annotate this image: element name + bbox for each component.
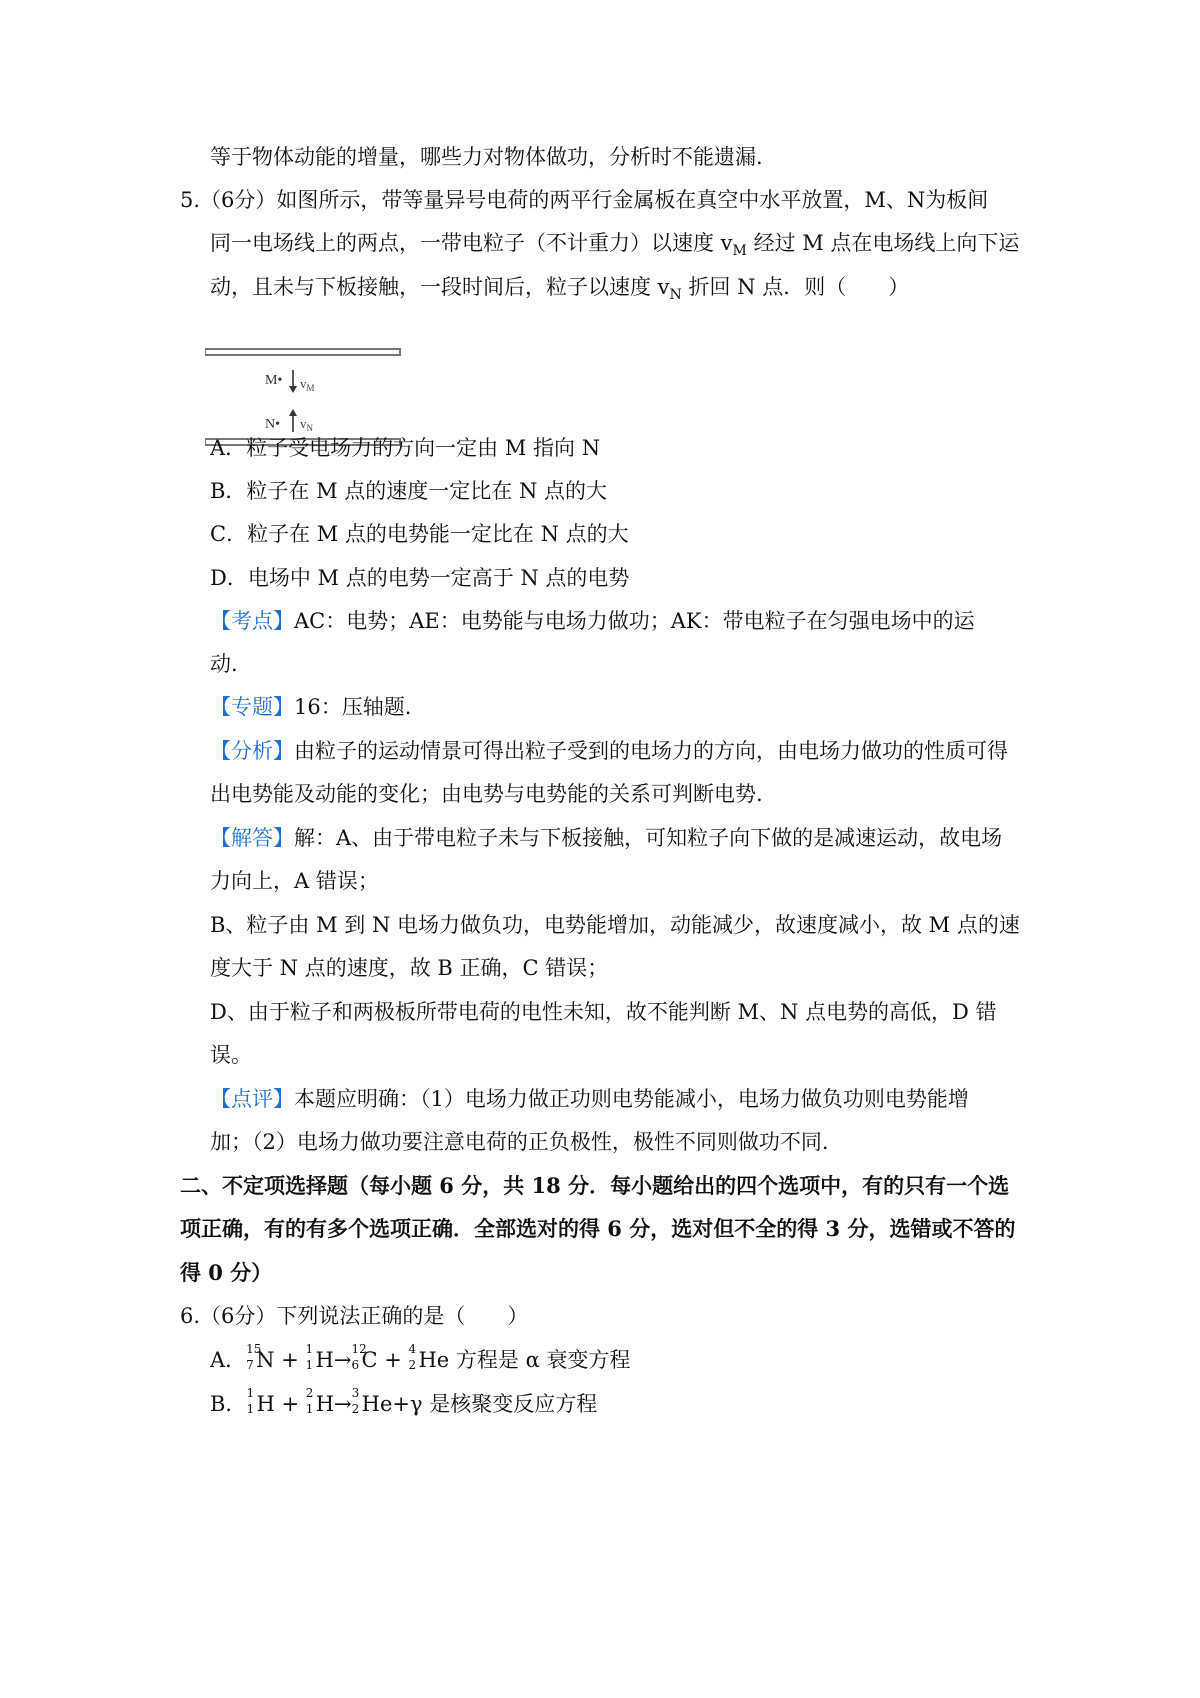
atomic-number: 2 — [351, 1402, 360, 1416]
option-c: C．粒子在 M 点的电势能一定比在 N 点的大 — [210, 522, 629, 546]
atomic-number: 1 — [305, 1358, 314, 1372]
text-span: v — [300, 376, 307, 391]
question-5-stem-line3 — [210, 272, 909, 310]
jieda-line2: 力向上，A 错误； — [210, 869, 379, 893]
arrow-icon: → — [334, 1392, 352, 1416]
dianping-tag: 【点评】 — [210, 1087, 294, 1111]
fenxi-tag: 【分析】 — [210, 739, 294, 763]
kaodian-tag: 【考点】 — [210, 609, 294, 633]
jieda-line4: 度大于 N 点的速度，故 B 正确，C 错误； — [210, 956, 609, 980]
element-symbol: H — [315, 1392, 335, 1416]
text-span: 16：压轴题. — [294, 695, 412, 719]
velocity-n-label — [300, 416, 314, 433]
mass-number: 15 — [246, 1342, 262, 1356]
velocity-m-label — [300, 376, 315, 393]
subscript: M — [732, 243, 747, 259]
question-6-stem: 6.（6分）下列说法正确的是（ ） — [180, 1304, 529, 1328]
kaodian-line2: 动. — [210, 652, 238, 676]
text-span: + — [274, 1348, 306, 1372]
mass-number: 3 — [351, 1386, 360, 1400]
text-span: 折回 N 点．则（ ） — [681, 275, 910, 299]
kaodian-line1 — [210, 606, 975, 636]
question-5-stem-line2 — [210, 228, 1019, 266]
text-span: 动，且未与下板接触，一段时间后，粒子以速度 v — [210, 275, 670, 299]
nuclide-he4 — [408, 1342, 450, 1375]
atomic-number: 6 — [351, 1358, 360, 1372]
point-n-label: N• — [265, 417, 281, 432]
q6-option-a — [210, 1342, 631, 1375]
atomic-number: 1 — [246, 1402, 255, 1416]
mass-number: 12 — [351, 1342, 367, 1356]
text-span: AC：电势；AE：电势能与电场力做功；AK：带电粒子在匀强电场中的运 — [294, 609, 975, 633]
upper-plate — [205, 349, 400, 355]
nuclide-c12 — [351, 1342, 378, 1375]
section-2-heading: 二、不定项选择题（每小题 6 分，共 18 分．每小题给出的四个选项中，有的只有一个选 — [180, 1173, 1010, 1198]
zhuanti-line — [210, 692, 411, 722]
nuclide-h1 — [246, 1386, 275, 1419]
subscript: M — [306, 383, 315, 393]
jieda-tag: 【解答】 — [210, 826, 294, 850]
mass-number: 1 — [305, 1342, 314, 1356]
section-2-heading-line3: 得 0 分） — [180, 1260, 273, 1285]
subscript: N — [306, 423, 313, 433]
element-symbol: H — [315, 1348, 334, 1372]
mass-number: 4 — [408, 1342, 417, 1356]
atomic-number: 7 — [246, 1358, 254, 1372]
subscript: N — [669, 287, 682, 303]
option-b: B．粒子在 M 点的速度一定比在 N 点的大 — [210, 479, 608, 503]
q6-option-b — [210, 1386, 598, 1419]
section-2-heading-line2: 项正确，有的有多个选项正确．全部选对的得 6 分，选对但不全的得 3 分，选错或不答的 — [180, 1216, 1016, 1241]
nuclide-n15 — [246, 1342, 275, 1375]
text-span: A． — [210, 1348, 247, 1372]
zhuanti-tag: 【专题】 — [210, 695, 294, 719]
atomic-number: 2 — [408, 1358, 417, 1372]
text-span: 方程是 α 衰变方程 — [449, 1348, 631, 1372]
jieda-line5: D、由于粒子和两极板所带电荷的电性未知，故不能判断 M、N 点电势的高低，D 错 — [210, 1000, 997, 1024]
text-span: + — [377, 1348, 409, 1372]
element-symbol: C — [361, 1348, 378, 1372]
text-span: 解：A、由于带电粒子未与下板接触，可知粒子向下做的是减速运动，故电场 — [294, 826, 1003, 850]
text-span: 本题应明确：（1）电场力做正功则电势能减小，电场力做负功则电势能增 — [294, 1087, 969, 1111]
nuclide-h2 — [305, 1386, 335, 1419]
text-span: + — [274, 1392, 306, 1416]
option-a: A．粒子受电场力的方向一定由 M 指向 N — [210, 436, 601, 460]
atomic-number: 1 — [305, 1402, 314, 1416]
element-symbol: He — [361, 1392, 393, 1416]
text-span: 由粒子的运动情景可得出粒子受到的电场力的方向，由电场力做功的性质可得 — [294, 739, 1008, 763]
text-span: 同一电场线上的两点，一带电粒子（不计重力）以速度 v — [210, 231, 733, 255]
element-symbol: N — [256, 1348, 275, 1372]
text-span: B． — [210, 1392, 247, 1416]
text-span: v — [300, 416, 307, 431]
nuclide-he3 — [351, 1386, 393, 1419]
jieda-line1 — [210, 823, 1002, 853]
dianping-line2: 加；（2）电场力做功要注意电荷的正负极性，极性不同则做功不同. — [210, 1130, 829, 1154]
text-line: 等于物体动能的增量，哪些力对物体做功，分析时不能遗漏. — [210, 145, 763, 169]
mass-number: 1 — [246, 1386, 255, 1400]
mass-number: 2 — [305, 1386, 314, 1400]
jieda-line3: B、粒子由 M 到 N 电场力做负功，电势能增加，动能减少，故速度减小，故 M 点的速 — [210, 913, 1020, 937]
arrow-icon: → — [333, 1348, 352, 1372]
point-m-label: M• — [265, 373, 283, 388]
nuclide-h1 — [305, 1342, 334, 1375]
text-span: 经过 M 点在电场线上向下运 — [746, 231, 1020, 255]
fenxi-line1 — [210, 736, 1008, 766]
arrow-up-head-icon — [289, 409, 297, 416]
option-d: D．电场中 M 点的电势一定高于 N 点的电势 — [210, 566, 630, 590]
dianping-line1 — [210, 1084, 969, 1114]
element-symbol: H — [256, 1392, 275, 1416]
question-5-stem: 5.（6分）如图所示，带等量异号电荷的两平行金属板在真空中水平放置，M、N为板间 — [180, 188, 989, 212]
arrow-down-head-icon — [289, 386, 297, 393]
element-symbol: He — [418, 1348, 450, 1372]
jieda-line6: 误。 — [210, 1043, 252, 1067]
text-span: +γ 是核聚变反应方程 — [392, 1392, 598, 1416]
fenxi-line2: 出电势能及动能的变化；由电势与电势能的关系可判断电势. — [210, 782, 763, 806]
